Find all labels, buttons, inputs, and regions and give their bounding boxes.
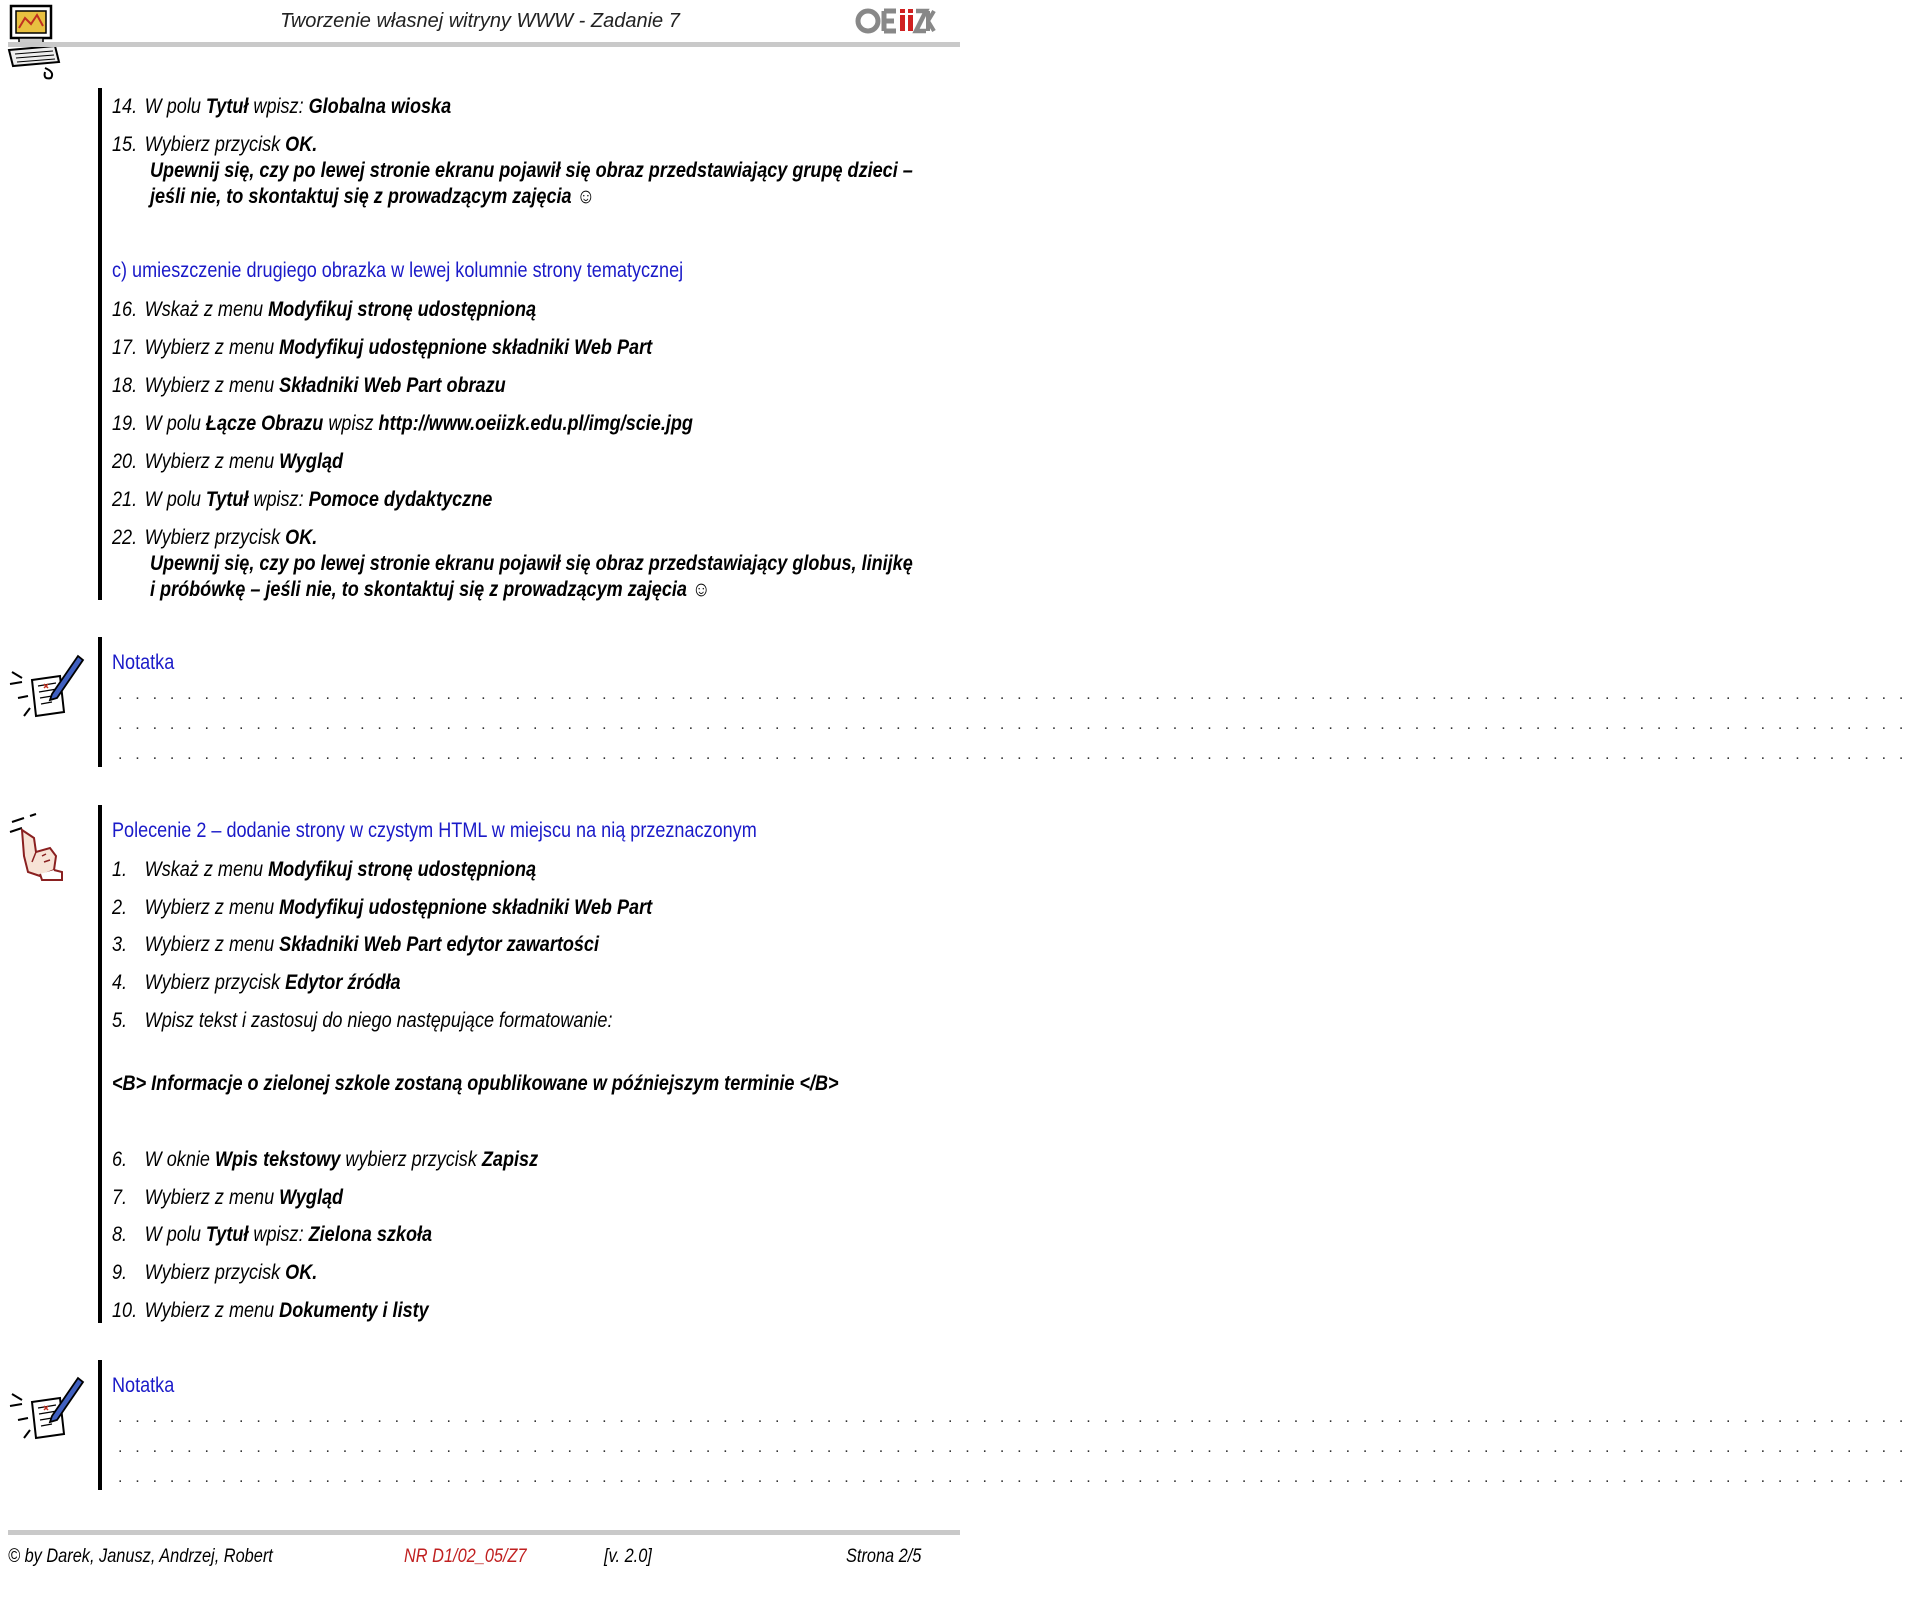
oeiizk-logo (856, 6, 934, 41)
step-3: 3. Wybierz z menu Składniki Web Part edytor zawartości (112, 933, 600, 956)
step-15: 15. Wybierz przycisk OK. (112, 133, 318, 156)
header-rule (8, 42, 960, 47)
note-label: Notatka (112, 1374, 175, 1397)
note-line: . . . . . . . . . . . . . . . . . . . . . . . . . . . . . . . . . . . . . . . . . . . . . . . . . . . . . . . . . . . . . . . . . . . . . . . . . . . . . . . . . . . . . . . . . . . . . . . . . . . . . . . . (118, 1439, 1908, 1456)
check-note: Upewnij się, czy po lewej stronie ekranu pojawił się obraz przedstawiający globus, linijkę (150, 552, 913, 575)
step-9: 9. Wybierz przycisk OK. (112, 1261, 318, 1284)
note-pen-icon (8, 1372, 84, 1448)
section-heading: Polecenie 2 – dodanie strony w czystym HTML w miejscu na nią przeznaczonym (112, 819, 757, 842)
check-note: jeśli nie, to skontaktuj się z prowadzącym zajęcia ☺ (150, 185, 596, 208)
step-21: 21. W polu Tytuł wpisz: Pomoce dydaktyczne (112, 488, 493, 511)
step-1: 1. Wskaż z menu Modyfikuj stronę udostępnioną (112, 858, 537, 881)
note-line: . . . . . . . . . . . . . . . . . . . . . . . . . . . . . . . . . . . . . . . . . . . . . . . . . . . . . . . . . . . . . . . . . . . . . . . . . . . . . . . . . . . . . . . . . . . . . . . . . . . . . . . . (118, 746, 1908, 763)
block-bar (98, 88, 102, 600)
note-bar (98, 637, 102, 767)
section-heading: c) umieszczenie drugiego obrazka w lewej kolumnie strony tematycznej (112, 259, 684, 282)
step-10: 10. Wybierz z menu Dokumenty i listy (112, 1299, 429, 1322)
footer-rule (8, 1530, 960, 1535)
footer-page-number: Strona 2/5 (846, 1546, 922, 1567)
step-22: 22. Wybierz przycisk OK. (112, 526, 318, 549)
footer-version: [v. 2.0] (604, 1546, 652, 1567)
note-line: . . . . . . . . . . . . . . . . . . . . . . . . . . . . . . . . . . . . . . . . . . . . . . . . . . . . . . . . . . . . . . . . . . . . . . . . . . . . . . . . . . . . . . . . . . . . . . . . . . . . . . . . (118, 716, 1908, 733)
step-8: 8. W polu Tytuł wpisz: Zielona szkoła (112, 1223, 433, 1246)
check-note: Upewnij się, czy po lewej stronie ekranu pojawił się obraz przedstawiający grupę dzieci – (150, 159, 913, 182)
note-label: Notatka (112, 651, 175, 674)
step-16: 16. Wskaż z menu Modyfikuj stronę udostępnioną (112, 298, 537, 321)
step-5: 5. Wpisz tekst i zastosuj do niego następujące formatowanie: (112, 1009, 613, 1032)
note-line: . . . . . . . . . . . . . . . . . . . . . . . . . . . . . . . . . . . . . . . . . . . . . . . . . . . . . . . . . . . . . . . . . . . . . . . . . . . . . . . . . . . . . . . . . . . . . . . . . . . . . . . . (118, 686, 1908, 703)
note-pen-icon (8, 650, 84, 726)
footer-doc-number: NR D1/02_05/Z7 (404, 1546, 527, 1567)
step-6: 6. W oknie Wpis tekstowy wybierz przycisk Zapisz (112, 1148, 539, 1171)
step-17: 17. Wybierz z menu Modyfikuj udostępnione składniki Web Part (112, 336, 653, 359)
step-18: 18. Wybierz z menu Składniki Web Part obrazu (112, 374, 506, 397)
step-2: 2. Wybierz z menu Modyfikuj udostępnione składniki Web Part (112, 896, 653, 919)
step-19: 19. W polu Łącze Obrazu wpisz http://www.oeiizk.edu.pl/img/scie.jpg (112, 412, 693, 435)
note-bar (98, 1360, 102, 1490)
note-line: . . . . . . . . . . . . . . . . . . . . . . . . . . . . . . . . . . . . . . . . . . . . . . . . . . . . . . . . . . . . . . . . . . . . . . . . . . . . . . . . . . . . . . . . . . . . . . . . . . . . . . . . (118, 1409, 1908, 1426)
note-line: . . . . . . . . . . . . . . . . . . . . . . . . . . . . . . . . . . . . . . . . . . . . . . . . . . . . . . . . . . . . . . . . . . . . . . . . . . . . . . . . . . . . . . . . . . . . . . . . . . . . . . . . (118, 1469, 1908, 1486)
step-7: 7. Wybierz z menu Wygląd (112, 1186, 344, 1209)
step-14: 14. W polu Tytuł wpisz: Globalna wioska (112, 95, 452, 118)
code-line: <B> Informacje o zielonej szkole zostaną opublikowane w późniejszym terminie </B> (112, 1072, 839, 1095)
block-bar (98, 805, 102, 1323)
footer-authors: © by Darek, Janusz, Andrzej, Robert (8, 1546, 273, 1567)
page-header (0, 0, 960, 56)
step-4: 4. Wybierz przycisk Edytor źródła (112, 971, 401, 994)
pointing-hand-icon (6, 812, 68, 882)
page-title: Tworzenie własnej witryny WWW - Zadanie 7 (280, 10, 680, 32)
check-note: i próbówkę – jeśli nie, to skontaktuj się z prowadzącym zajęcia ☺ (150, 578, 711, 601)
step-20: 20. Wybierz z menu Wygląd (112, 450, 344, 473)
